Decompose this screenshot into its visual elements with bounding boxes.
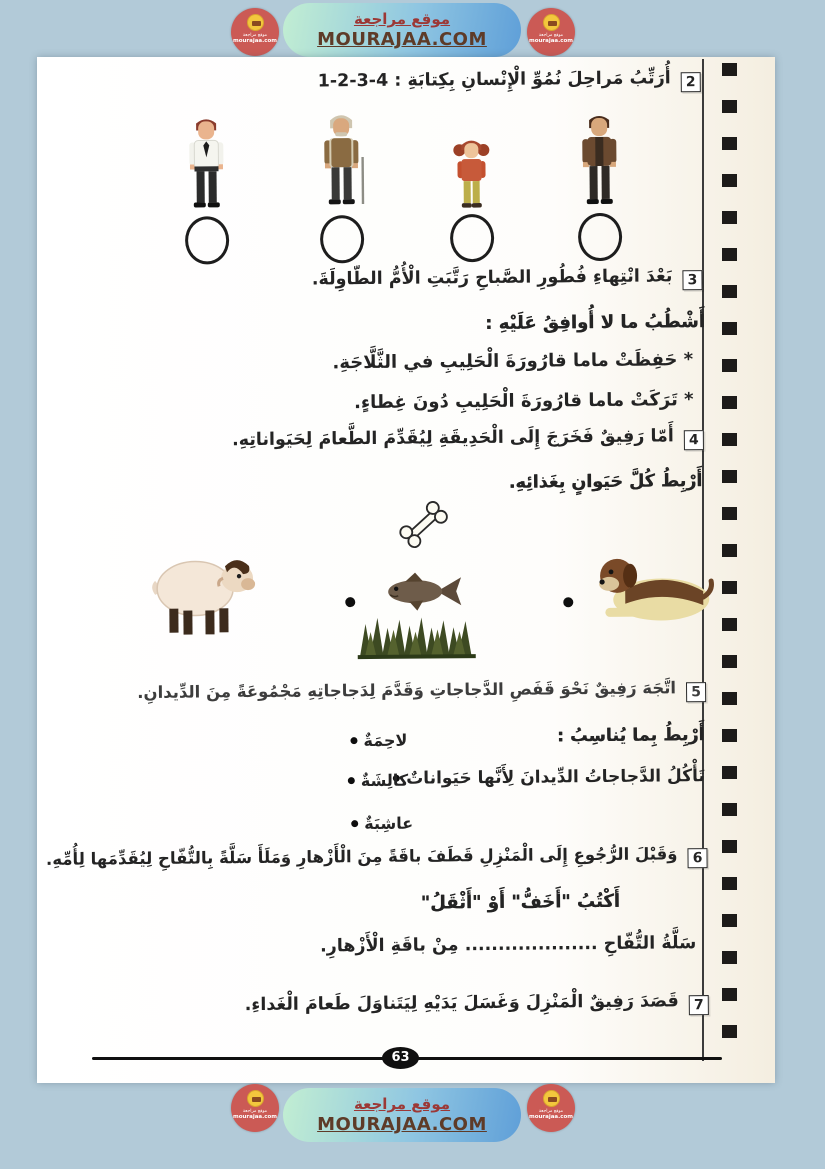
exercise-3-row (312, 266, 703, 293)
grass-icon (355, 615, 477, 660)
worksheet-paper (37, 57, 775, 1083)
logo-badge-icon (543, 14, 560, 31)
logo-text-english: mourajaa.com (232, 38, 278, 44)
exercise-5-number-box: 5 (686, 682, 706, 702)
site-logo-icon[interactable] (527, 8, 575, 56)
man-young-icon (567, 113, 632, 212)
answer-circle (320, 215, 364, 263)
spiral-binding-icon (722, 63, 737, 1055)
worksheet-content (33, 54, 708, 1086)
banner-pill (283, 1088, 521, 1142)
exercise-4-number-box: 4 (684, 430, 704, 450)
logo-text-arabic: موقع مراجعة (242, 1109, 268, 1114)
exercise-5-text: اتَّجَهَ رَفِيقٌ نَحْوَ قَفَصِ الدَّجاجاتِ وَقَدَّمَ لِدَجاجاتِهِ مَجْمُوعَةً مِنَ الدِّيدانِ. (137, 678, 677, 703)
dog-icon (587, 547, 716, 626)
connection-dot (348, 777, 355, 784)
logo-text-arabic: موقع مراجعة (242, 33, 268, 38)
exercise-6-instruction: أَكْتُبُ "أَخَفُّ" أَوْ "أَثْقَلُ" (420, 890, 620, 914)
page-number-badge: 63 (382, 1047, 419, 1069)
logo-badge-icon (247, 14, 264, 31)
exercise-6-text: وَقَبْلَ الرُّجُوعِ إِلَى الْمَنْزِلِ قَطَفَ باقَةً مِنَ الْأَزْهارِ وَمَلَأَ سَلَّةً بِالتُّفّاحِ لِيُقَدِّمَها لِأُمِّهِ. (45, 844, 678, 869)
exercise-2-number-box: 2 (681, 72, 701, 92)
exercise-5-row (137, 678, 706, 707)
exercise-3-option-2: * تَرَكَتْ ماما قارُورَةَ الْحَلِيبِ دُونَ غِطاءٍ. (353, 389, 694, 414)
site-title-english[interactable]: MOURAJAA.COM (317, 29, 487, 50)
logo-badge-icon (247, 1090, 264, 1107)
answer-circle (450, 214, 494, 262)
exercise-2-text: أُرَتِّبُ مَراحِلَ نُمُوِّ الْإِنْسانِ بِكِتابَةِ : 4-3-2-1 (317, 68, 671, 92)
exercise-3-number-box: 3 (682, 270, 702, 290)
exercise-5-option-2 (342, 771, 408, 791)
answer-circle (578, 213, 622, 261)
site-banner-bottom (0, 1080, 825, 1160)
exercise-5-option-1 (344, 731, 407, 751)
logo-badge-icon (543, 1090, 560, 1107)
exercise-4-text: أَمّا رَفِيقٌ فَخَرَجَ إِلَى الْحَدِيقَةِ لِيُقَدِّمَ الطَّعامَ لِحَيَواناتِهِ. (231, 426, 674, 451)
site-title-arabic[interactable]: موقع مراجعة (353, 10, 451, 28)
exercise-3-text: بَعْدَ انْتِهاءِ فُطُورِ الصَّباحِ رَتَّبَتِ الْأُمُّ الطّاوِلَةَ. (311, 266, 673, 290)
exercise-6-row (46, 844, 708, 874)
exercise-7-number-box: 7 (689, 995, 709, 1015)
logo-text-arabic: موقع مراجعة (538, 1109, 564, 1114)
site-logo-icon[interactable] (231, 1084, 279, 1132)
girl-child-icon (445, 137, 498, 212)
bone-icon (392, 497, 454, 553)
connection-dot-sheep (345, 597, 355, 607)
exercise-5-instruction: أَرْبِطُ بِما يُناسِبُ : (556, 725, 705, 747)
logo-text-english: mourajaa.com (528, 38, 574, 44)
exercise-5-option-3 (345, 814, 413, 834)
site-title-arabic[interactable]: موقع مراجعة (353, 1095, 451, 1113)
exercise-4-row (232, 426, 704, 454)
site-logo-icon[interactable] (527, 1084, 575, 1132)
fish-icon (383, 570, 465, 613)
exercise-6-fill-line: سَلَّةُ التُّفّاحِ .................... مِنْ باقَةِ الْأَزْهارِ. (319, 933, 697, 957)
option-label: كالِشَةٌ (360, 770, 409, 791)
sheep-icon (147, 544, 260, 641)
answer-circle (185, 216, 229, 264)
exercise-3-instruction: أَشْطُبُ ما لا أُوافِقُ عَلَيْهِ : (485, 311, 705, 334)
exercise-7-row (245, 991, 709, 1019)
man-adult-tie-icon (174, 116, 239, 215)
exercise-6-number-box: 6 (687, 848, 707, 868)
exercise-3-option-1: * حَفِظَتْ ماما قارُورَةَ الْحَلِيبِ في الثَّلَّاجَةِ. (332, 349, 694, 374)
connection-dot (350, 737, 357, 744)
logo-text-english: mourajaa.com (232, 1114, 278, 1120)
exercise-2-row (318, 68, 701, 95)
exercise-7-text: قَصَدَ رَفِيقٌ الْمَنْزِلَ وَغَسَلَ يَدَيْهِ لِيَتَناوَلَ طَعامَ الْغَداءِ. (244, 991, 679, 1016)
matching-area (36, 492, 704, 676)
exercise-4-instruction: أَرْبِطُ كُلَّ حَيَوانٍ بِغَذائِهِ. (508, 471, 703, 493)
site-title-english[interactable]: MOURAJAA.COM (317, 1114, 487, 1135)
option-label: لاحِمَةٌ (363, 730, 408, 751)
option-label: عاشِبَةٌ (364, 813, 414, 834)
banner-pill (283, 3, 521, 57)
exercise-5-sentence (387, 766, 705, 789)
site-logo-icon[interactable] (231, 8, 279, 56)
logo-text-english: mourajaa.com (528, 1114, 574, 1120)
connection-dot (351, 820, 358, 827)
sentence-text: تَأْكُلُ الدَّجاجاتُ الدِّيدانَ لِأَنَّها حَيَواناتٌ (406, 766, 705, 789)
man-elderly-icon (309, 112, 374, 214)
logo-text-arabic: موقع مراجعة (538, 33, 564, 38)
connection-dot-dog (563, 597, 573, 607)
